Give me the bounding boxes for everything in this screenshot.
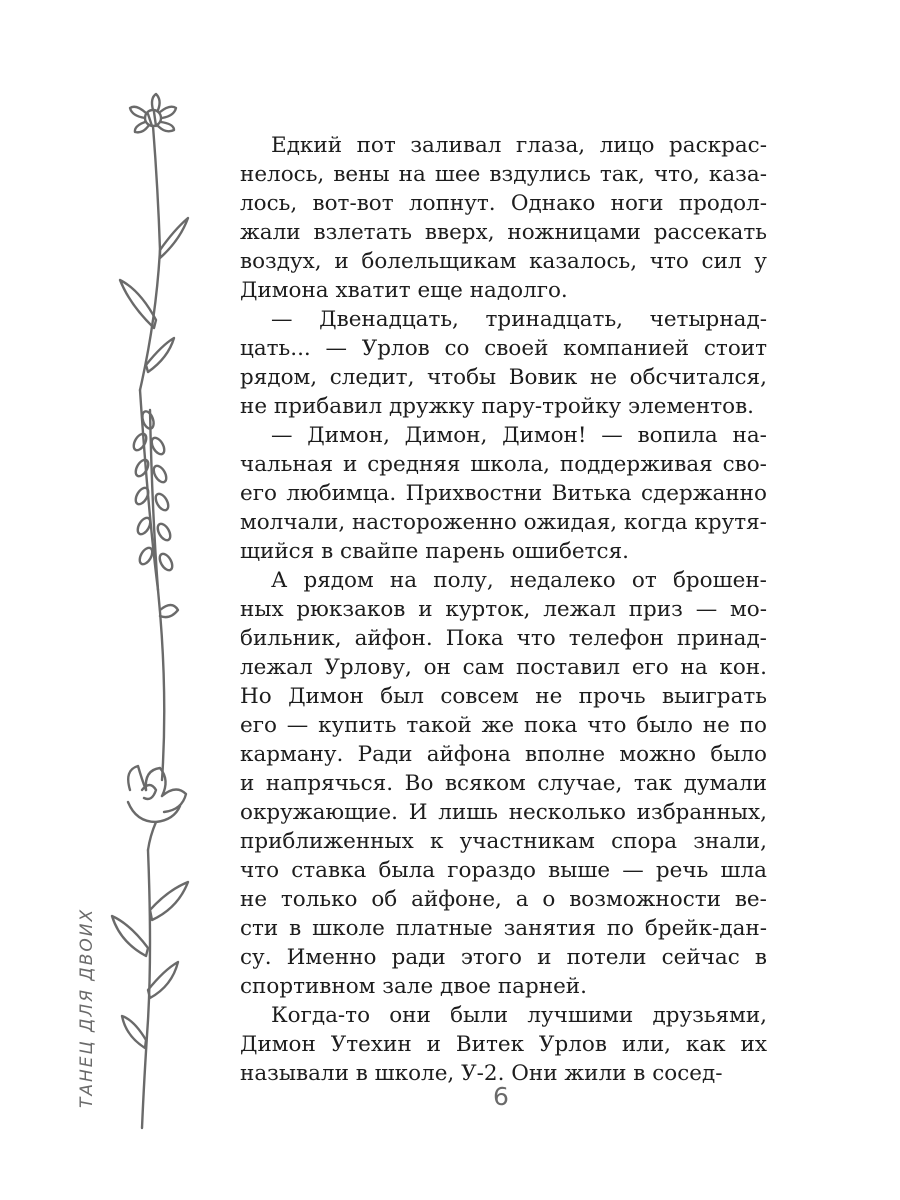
text-line: и напрячься. Во всяком случае, так думали [240,771,767,796]
paragraph [240,421,767,566]
text-line: не прибавил дружку пару-тройку элементов. [240,394,755,419]
text-line: щийся в свайпе парень ошибется. [240,539,629,564]
text-line: воздух, и болельщикам казалось, что сил у [240,249,767,274]
paragraph [240,566,767,1001]
text-line: не только об айфоне, а о возможности ве- [240,887,767,912]
text-line: спортивном зале двое парней. [240,974,587,999]
text-line: карману. Ради айфона вполне можно было [240,742,767,767]
paragraph [240,131,767,305]
text-line: называли в школе, У-2. Они жили в сосед- [240,1061,723,1086]
text-line: жали взлетать вверх, ножницами рассекать [240,220,767,245]
text-line: А рядом на полу, недалеко от брошен- [271,568,767,593]
paragraph [240,1001,767,1088]
text-line: лось, вот-вот лопнут. Однако ноги продол- [240,191,767,216]
text-line: сти в школе платные занятия по брейк-дан- [240,916,767,941]
text-line: су. Именно ради этого и потели сейчас в [240,945,767,970]
floral-vine-illustration [90,90,210,1140]
text-line: что ставка была гораздо выше — речь шла [240,858,767,883]
text-line: окружающие. И лишь несколько избранных, [240,800,767,825]
text-line: Димона хватит еще надолго. [240,278,568,303]
text-line: приближенных к участникам спора знали, [240,829,767,854]
lavender-sprig-icon [131,410,175,590]
text-line: цать... — Урлов со своей компанией стоит [240,336,767,361]
text-line: Димон Утехин и Витек Урлов или, как их [240,1032,767,1057]
text-line: бильник, айфон. Пока что телефон принад- [240,626,767,651]
text-line: молчали, настороженно ожидая, когда крутя- [240,510,767,535]
text-line: лежал Урлову, он сам поставил его на кон. [240,655,767,680]
text-line: нелось, вены на шее вздулись так, что, каза- [240,162,767,187]
text-line: Едкий пот заливал глаза, лицо раскрас- [271,133,767,158]
page-number: 6 [493,1082,509,1111]
text-line: рядом, следит, чтобы Вовик не обсчитался, [240,365,767,390]
text-line: — Двенадцать, тринадцать, четырнад- [271,307,767,332]
running-title: ТАНЕЦ ДЛЯ ДВОИХ [77,907,97,1108]
text-line: его любимца. Прихвостни Витька сдержанно [240,481,767,506]
body-text [240,131,767,1088]
rose-flower-icon [128,766,186,850]
text-line: чальная и средняя школа, поддерживая сво- [240,452,767,477]
text-line: Но Димон был совсем не прочь выиграть [240,684,767,709]
text-line: Когда-то они были лучшими друзьями, [271,1003,767,1028]
paragraph [240,305,767,421]
text-line: ных рюкзаков и курток, лежал приз — мо- [240,597,767,622]
text-line: его — купить такой же пока что было не по [240,713,767,738]
text-line: — Димон, Димон, Димон! — вопила на- [271,423,767,448]
